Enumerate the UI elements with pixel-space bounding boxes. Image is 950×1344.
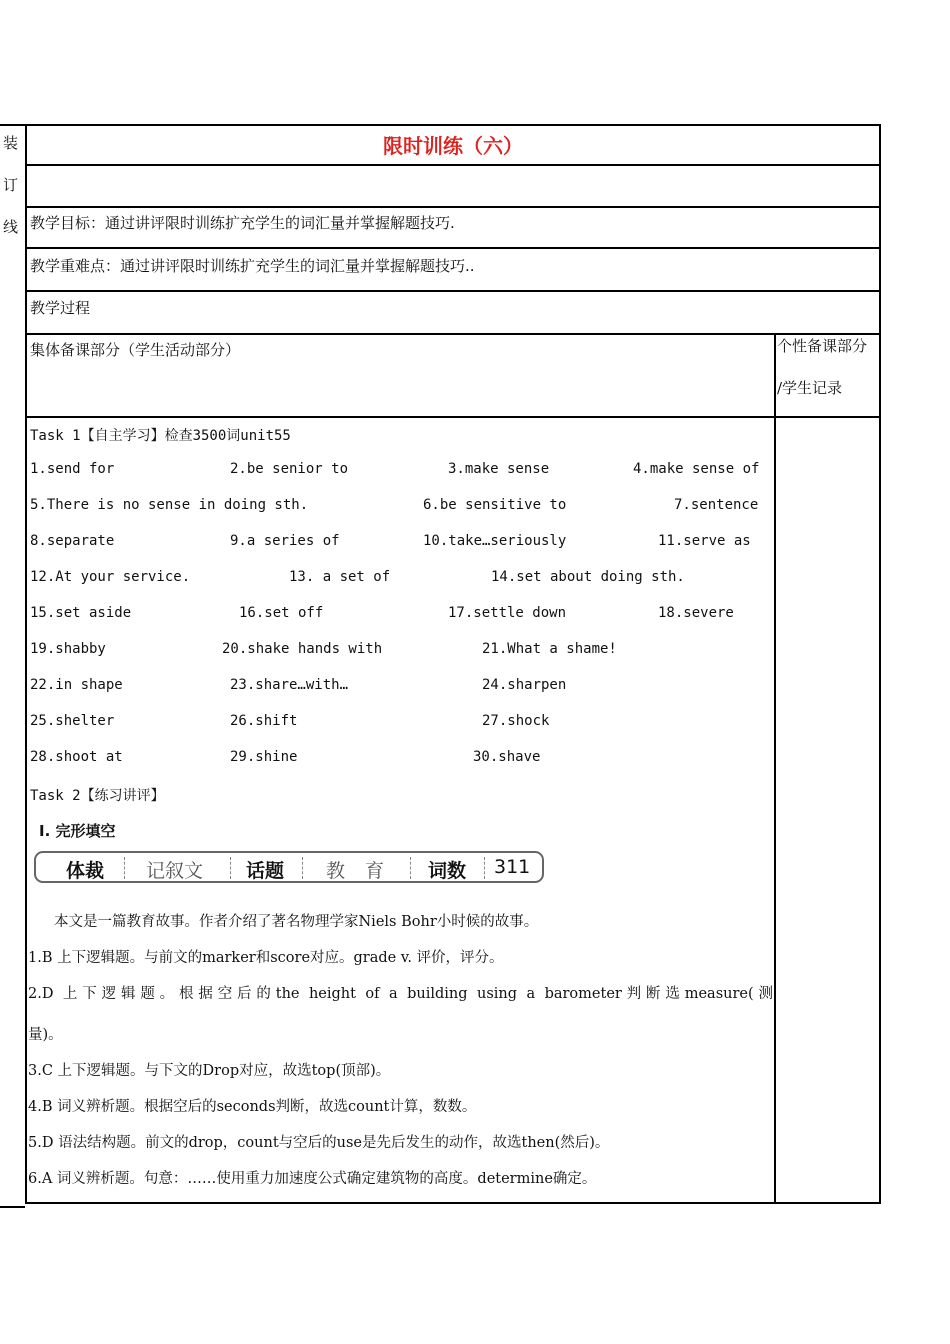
vocab-item: 1.send for — [30, 461, 115, 477]
teaching-objective: 教学目标：通过讲评限时训练扩充学生的词汇量并掌握解题技巧. — [30, 214, 455, 232]
word-count-value: 311 — [494, 856, 531, 878]
genre-value: 记叙文 — [146, 860, 204, 882]
vocab-item: 5.There is no sense in doing sth. — [30, 497, 309, 513]
vocab-item: 18.severe — [658, 605, 734, 621]
answer-explanation: 2.D 上下逻辑题。根据空后的the height of a building using a barometer判断选measure(测 — [28, 986, 773, 1002]
vocab-item: 14.set about doing sth. — [491, 569, 685, 585]
vocab-item: 28.shoot at — [30, 749, 123, 765]
vocab-item: 22.in shape — [30, 677, 123, 693]
vocab-item: 7.sentence — [674, 497, 759, 513]
vocab-item: 27.shock — [482, 713, 550, 729]
vocab-item: 17.settle down — [448, 605, 567, 621]
vocab-item: 30.shave — [473, 749, 541, 765]
vocab-item: 20.shake hands with — [222, 641, 383, 657]
word-count-label: 词数 — [428, 860, 467, 882]
binding-char-2: 订 — [3, 176, 19, 194]
task1-heading: Task 1【自主学习】检查3500词unit55 — [30, 428, 291, 444]
vocab-item: 11.serve as — [658, 533, 751, 549]
vocab-item: 2.be senior to — [230, 461, 349, 477]
vocab-item: 13. a set of — [289, 569, 391, 585]
vocab-item: 24.sharpen — [482, 677, 567, 693]
vocab-item: 16.set off — [239, 605, 324, 621]
vocab-item: 3.make sense — [448, 461, 550, 477]
teaching-process-label: 教学过程 — [30, 299, 91, 317]
vocab-item: 12.At your service. — [30, 569, 191, 585]
answer-explanation: 3.C 上下逻辑题。与下文的Drop对应，故选top(顶部)。 — [28, 1063, 391, 1079]
binding-char-3: 线 — [3, 218, 19, 236]
passage-info-banner — [34, 851, 544, 883]
collective-prep-label: 集体备课部分（学生活动部分） — [30, 341, 241, 359]
topic-label: 话题 — [246, 860, 285, 882]
lesson-table — [25, 124, 881, 1204]
vocab-item: 23.share…with… — [230, 677, 349, 693]
vocab-item: 21.What a shame! — [482, 641, 617, 657]
passage-intro: 本文是一篇教育故事。作者介绍了著名物理学家Niels Bohr小时候的故事。 — [54, 914, 539, 930]
vocab-item: 29.shine — [230, 749, 298, 765]
vocab-item: 8.separate — [30, 533, 115, 549]
answer-explanation: 6.A 词义辨析题。句意：……使用重力加速度公式确定建筑物的高度。determine确定。 — [28, 1171, 597, 1187]
vocab-item: 6.be sensitive to — [423, 497, 567, 513]
genre-label: 体裁 — [66, 860, 105, 882]
answer-explanation: 1.B 上下逻辑题。与前文的marker和score对应。grade v. 评价，评分。 — [28, 950, 504, 966]
task2-heading: Task 2【练习讲评】 — [30, 788, 165, 804]
vocab-item: 19.shabby — [30, 641, 106, 657]
vocab-item: 25.shelter — [30, 713, 115, 729]
binding-char-1: 装 — [3, 134, 19, 152]
answer-explanation: 4.B 词义辨析题。根据空后的seconds判断，故选count计算，数数。 — [28, 1099, 477, 1115]
vocab-item: 9.a series of — [230, 533, 340, 549]
vocab-item: 26.shift — [230, 713, 298, 729]
vocab-item: 4.make sense of — [633, 461, 760, 477]
student-record-label: /学生记录 — [777, 379, 843, 397]
binding-margin — [0, 124, 25, 1208]
answer-explanation-cont: 量)。 — [28, 1027, 63, 1043]
teaching-difficulty: 教学重难点：通过讲评限时训练扩充学生的词汇量并掌握解题技巧.. — [30, 257, 475, 275]
topic-value: 教 育 — [326, 860, 385, 882]
vocab-item: 15.set aside — [30, 605, 132, 621]
section-cloze-heading: Ⅰ. 完形填空 — [39, 822, 116, 840]
page-title: 限时训练（六） — [383, 134, 523, 158]
answer-explanation: 5.D 语法结构题。前文的drop，count与空后的use是先后发生的动作，故选then(然后)。 — [28, 1135, 610, 1151]
personal-prep-label: 个性备课部分 — [777, 337, 868, 355]
vocab-item: 10.take…seriously — [423, 533, 567, 549]
